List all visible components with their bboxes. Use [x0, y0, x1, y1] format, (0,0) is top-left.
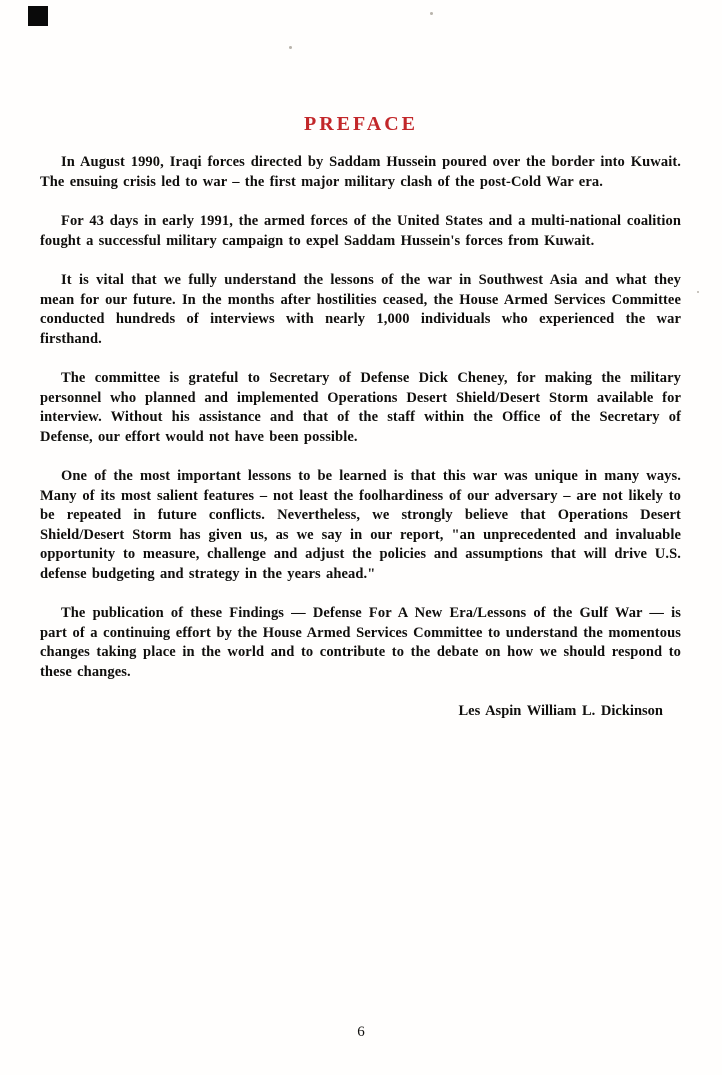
paragraph-5: One of the most important lessons to be learned is that this war was unique in many ways. Many of its most salient features – not least the foolhardiness of our adversary – are not likely to be repeated in future conflicts. Nevertheless, we strongly believe that Operations Desert Shield/Desert Storm has given us, as we say in our report, "an unprecedented and invaluable opportunity to measure, challenge and adjust the policies and assumptions that will drive U.S. defense budgeting and strategy in the years ahead."	[40, 468, 681, 582]
page-number: 6	[357, 1024, 365, 1040]
paragraph-6: The publication of these Findings — Defense For A New Era/Lessons of the Gulf War — is part of a continuing effort by the House Armed Services Committee to understand the momentous changes taking place in the world and to contribute to the debate on how we should respond to these changes.	[40, 605, 681, 680]
paragraph-1: In August 1990, Iraqi forces directed by Saddam Hussein poured over the border into Kuwait. The ensuing crisis led to war – the first major military clash of the post-Cold War era.	[40, 154, 681, 190]
paragraph-3: It is vital that we fully understand the lessons of the war in Southwest Asia and what they mean for our future. In the months after hostilities ceased, the House Armed Services Committee conducted hundreds of interviews with nearly 1,000 individuals who experienced the war firsthand.	[40, 272, 681, 347]
signature-line: Les Aspin William L. Dickinson	[458, 703, 663, 719]
paragraph-2: For 43 days in early 1991, the armed forces of the United States and a multi-national coalition fought a successful military campaign to expel Saddam Hussein's forces from Kuwait.	[40, 213, 681, 249]
scan-speck	[697, 291, 699, 293]
scan-speck	[430, 12, 433, 15]
paragraph-4: The committee is grateful to Secretary of Defense Dick Cheney, for making the military personnel who planned and implemented Operations Desert Shield/Desert Storm available for interview. Without his assistance and that of the staff within the Office of the Secretary of Defense, our effort would not have been possible.	[40, 370, 681, 445]
scan-artifact-mark	[28, 6, 48, 26]
scan-speck	[289, 46, 292, 49]
page-title: PREFACE	[304, 113, 418, 135]
preface-body	[40, 153, 681, 722]
